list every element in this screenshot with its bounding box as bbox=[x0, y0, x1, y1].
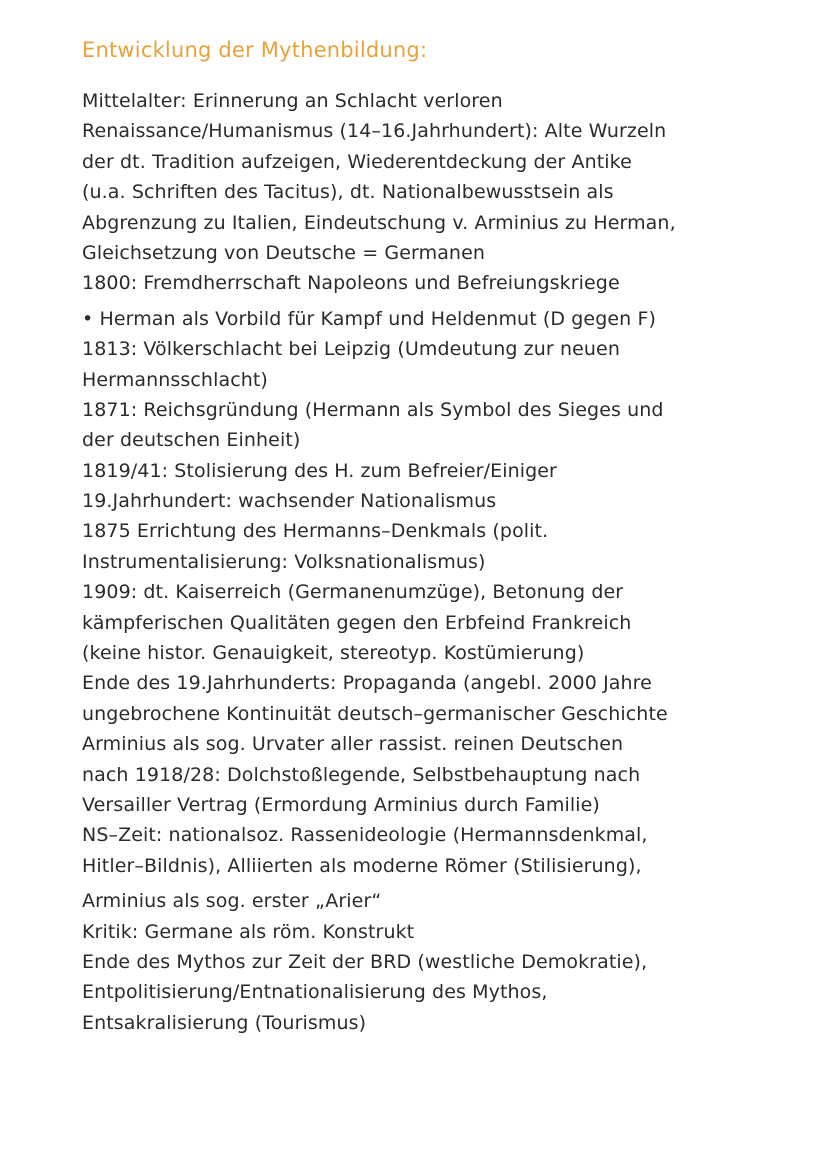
note-line: (keine histor. Genauigkeit, stereotyp. Kostümierung) bbox=[82, 642, 585, 665]
note-line: 1819/41: Stolisierung des H. zum Befreier/Einiger bbox=[82, 459, 557, 482]
note-line: Ende des Mythos zur Zeit der BRD (westliche Demokratie), bbox=[82, 950, 648, 973]
timeline-notes bbox=[82, 86, 782, 1038]
note-line: der deutschen Einheit) bbox=[82, 429, 301, 452]
bullet-line: • Herman als Vorbild für Kampf und Heldenmut (D gegen F) bbox=[82, 307, 656, 330]
note-line: 1800: Fremdherrschaft Napoleons und Befreiungskriege bbox=[82, 272, 620, 295]
note-line: 19.Jahrhundert: wachsender Nationalismus bbox=[82, 490, 497, 513]
note-line: Ende des 19.Jahrhunderts: Propaganda (angebl. 2000 Jahre bbox=[82, 672, 652, 695]
note-line: 1871: Reichsgründung (Hermann als Symbol des Sieges und bbox=[82, 398, 664, 421]
note-line: Entsakralisierung (Tourismus) bbox=[82, 1011, 367, 1034]
note-line: NS–Zeit: nationalsoz. Rassenideologie (Hermannsdenkmal, bbox=[82, 824, 648, 847]
note-line: Mittelalter: Erinnerung an Schlacht verloren bbox=[82, 90, 503, 112]
note-line: Renaissance/Humanismus (14–16.Jahrhundert): Alte Wurzeln bbox=[82, 120, 667, 143]
section-title: Entwicklung der Mythenbildung: bbox=[82, 38, 428, 62]
note-line: Arminius als sog. erster „Arier“ bbox=[82, 890, 382, 913]
note-line: kämpferischen Qualitäten gegen den Erbfeind Frankreich bbox=[82, 611, 632, 634]
note-line: Kritik: Germane als röm. Konstrukt bbox=[82, 920, 415, 943]
note-line: Hermannsschlacht) bbox=[82, 368, 268, 391]
note-line: Arminius als sog. Urvater aller rassist. reinen Deutschen bbox=[82, 733, 624, 756]
note-line: 1813: Völkerschlacht bei Leipzig (Umdeutung zur neuen bbox=[82, 338, 620, 361]
note-line: (u.a. Schriften des Tacitus), dt. Nationalbewusstsein als bbox=[82, 181, 614, 204]
note-line: Abgrenzung zu Italien, Eindeutschung v. Arminius zu Herman, bbox=[82, 211, 676, 234]
note-line: Hitler–Bildnis), Alliierten als moderne Römer (Stilisierung), bbox=[82, 854, 642, 877]
note-line: 1909: dt. Kaiserreich (Germanenumzüge), Betonung der bbox=[82, 581, 624, 604]
note-line: Instrumentalisierung: Volksnationalismus) bbox=[82, 550, 486, 573]
note-line: Gleichsetzung von Deutsche = Germanen bbox=[82, 241, 486, 264]
note-line: Entpolitisierung/Entnationalisierung des Mythos, bbox=[82, 981, 548, 1004]
note-line: ungebrochene Kontinuität deutsch–germanischer Geschichte bbox=[82, 702, 668, 725]
note-line: Versailler Vertrag (Ermordung Arminius durch Familie) bbox=[82, 793, 600, 816]
note-line: der dt. Tradition aufzeigen, Wiederentdeckung der Antike bbox=[82, 150, 632, 173]
note-line: nach 1918/28: Dolchstoßlegende, Selbstbehauptung nach bbox=[82, 763, 641, 786]
note-line: 1875 Errichtung des Hermanns–Denkmals (polit. bbox=[82, 520, 549, 543]
